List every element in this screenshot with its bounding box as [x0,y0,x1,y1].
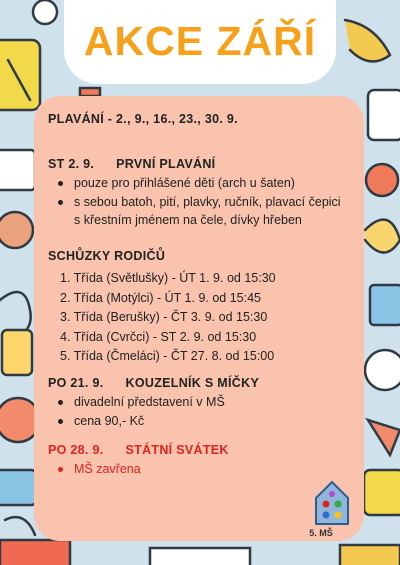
list-item: 1. Třída (Světlušky) - ÚT 1. 9. od 15:30 [60,271,276,285]
magician-title: KOUZELNÍK S MÍČKY [125,376,260,390]
holiday-title: STÁTNÍ SVÁTEK [125,443,229,457]
list-item [48,193,341,230]
page-title: AKCE ZÁŘÍ [83,18,317,64]
list-item: cena 90,- Kč [48,412,259,431]
holiday-section [48,443,229,479]
magician-date: PO 21. 9. [48,376,104,390]
list-item: divadelní představení v MŠ [48,393,259,412]
first-swim-date: ST 2. 9. [48,157,95,171]
list-item-line: s sebou batoh, pití, plavky, ručník, plavací čepici [74,194,341,209]
swimming-heading: PLAVÁNÍ - 2., 9., 16., 23., 30. 9. [48,112,238,126]
list-item: 2. Třída (Motýlci) - ÚT 1. 9. od 15:45 [60,290,262,305]
magician-heading [48,376,259,390]
list-item: 3. Třída (Berušky) - ČT 3. 9. od 15:30 [60,310,268,324]
first-swim-heading [48,157,341,171]
list-item: 5. Třída (Čmeláci) - ČT 27. 8. od 15:00 [60,349,275,363]
list-item: 4. Třída (Cvrčci) - ST 2. 9. od 15:30 [60,329,257,344]
first-swim-section [48,157,341,230]
title-card [64,0,336,84]
meetings-section [48,249,276,367]
holiday-date: PO 28. 9. [48,443,104,457]
magician-list [48,393,259,430]
first-swim-title: PRVNÍ PLAVÁNÍ [116,157,216,171]
list-item: pouze pro přihlášené děti (arch u šaten) [48,174,341,193]
magician-section [48,376,259,430]
school-logo-label: 5. MŠ [309,528,333,538]
first-swim-list [48,174,341,230]
holiday-heading [48,443,229,457]
holiday-list [48,460,229,479]
meetings-heading: SCHŮZKY RODIČŮ [48,249,166,263]
list-item-line: s křestním jménem na čele, dívky hřeben [74,213,302,227]
meetings-list [48,269,276,367]
list-item: MŠ zavřena [48,460,229,479]
school-house-icon [312,478,352,528]
